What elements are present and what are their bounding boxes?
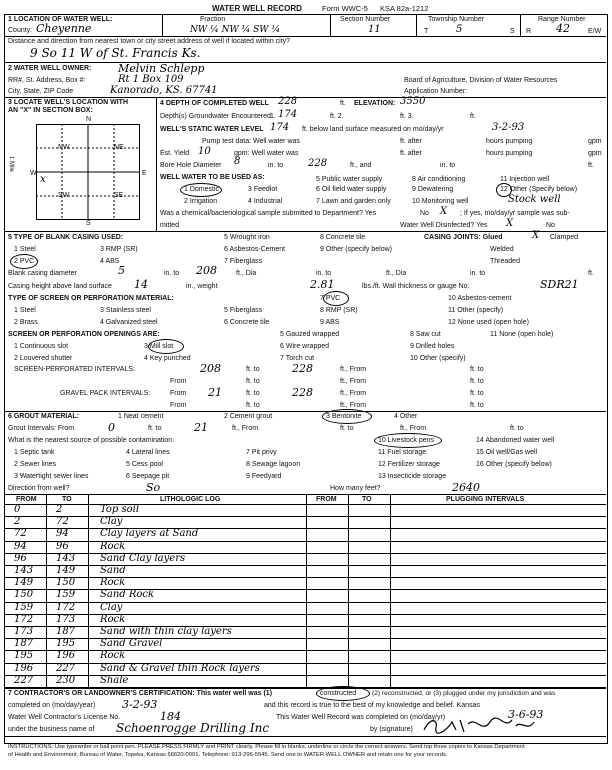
section-grid [36,124,140,220]
intervals-label: SCREEN-PERFORATED INTERVALS: [14,366,135,373]
many-label: How many feet? [330,485,381,492]
casing-steel: 1 Steel [14,246,36,253]
log-desc: Sand [100,565,126,576]
bore-ft: ft. [588,162,594,169]
src-watertight: 3 Watertight sewer lines [14,473,89,480]
yield-label: Est. Yield [160,150,190,157]
depth-label: 4 DEPTH OF COMPLETED WELL [160,100,269,107]
log-row-line [4,614,606,615]
grout-cement: 2 Cement grout [224,413,273,420]
township-s: S [510,28,515,35]
casing-fiberglass: 7 Fiberglass [224,258,263,265]
city-label: City, State, ZIP Code [8,88,74,95]
use-injection: 11 Injection well [500,176,550,183]
use-other: 12 Other (Specify below) [500,186,578,193]
log-to: 173 [56,613,76,625]
bore-to: 228 [308,158,328,169]
log-from: 173 [14,626,34,637]
src-label: What is the nearest source of possible contamination: [8,437,175,444]
src-septic: 1 Septic tank [14,449,55,456]
src-oilgas: 15 Oil well/Gas well [476,449,538,456]
screen-rmp: 8 RMP (SR) [320,307,358,314]
dir-value: So [146,481,161,494]
src-sewer: 2 Sewer lines [14,461,57,468]
open-gauzed: 5 Gauzed wrapped [280,331,340,338]
src-lagoon: 8 Sewage lagoon [246,461,301,468]
log-row-line [4,553,606,554]
grout-ft-to: ft. to [340,425,354,432]
log-to: 196 [56,650,76,662]
ksa-number: KSA 82a-1212 [380,4,429,13]
log-h-to: TO [62,496,72,503]
range-ew: E/W [588,28,602,35]
gravel-ft-from2: ft., From [340,402,367,409]
grid-e: E [142,170,147,177]
disinf-no: No [546,222,555,229]
log-desc: Clay [100,601,123,613]
open-other: 10 Other (specify) [410,355,466,362]
log-to: 2 [56,504,63,515]
fraction-label: Fraction [200,16,226,23]
int-from-label: From [170,378,187,385]
s3-label2: AN "X" IN SECTION BOX: [8,107,93,114]
open-drilled: 9 Drilled holes [410,343,455,350]
log-to: 96 [56,540,69,552]
bus-label: under the business name of [8,726,95,733]
src-fuel: 11 Fuel storage [378,449,427,456]
static-value: 174 [270,122,290,133]
pvc-circle [10,254,38,269]
log-to: 230 [56,674,76,686]
use-label: WELL WATER TO BE USED AS: [160,174,265,181]
use-monitoring: 10 Monitoring well [412,198,469,205]
distance-label: Distance and direction from nearest town or city street address of well if located within city? [8,38,291,45]
log-row-line [4,675,606,676]
gravel-from: 21 [208,386,222,399]
int-to-label: ft. to [246,366,260,373]
grid-ne: NE [114,144,124,151]
bore-and: ft., and [350,162,372,169]
screen-abs: 9 ABS [320,319,340,326]
screen-none: 12 None used (open hole) [448,319,529,326]
threaded: Threaded [490,258,520,265]
diam-label: Blank casing diameter [8,270,77,277]
log-from: 94 [14,540,27,552]
bore-value: 8 [234,156,241,167]
grid-sw: SW [58,192,70,199]
open-torch: 7 Torch cut [280,355,315,362]
many-value: 2640 [452,481,480,494]
static-date: 3-2-93 [492,122,525,133]
src-fertilizer: 12 Fertilizer storage [378,461,440,468]
range-r: R [526,28,532,35]
comp-label: completed on (mo/day/year) [8,702,96,709]
pump-gpm: gpm [588,138,602,145]
screen-galv: 4 Galvanized steel [100,319,158,326]
appno-text: Application Number: [404,88,468,95]
use-ac: 8 Air conditioning [412,176,466,183]
township-value: 5 [456,24,463,35]
log-h-from2: FROM [316,496,337,503]
pump-hours: hours pumping [486,138,533,145]
src-privy: 7 Pit privy [246,449,277,456]
screen-label: TYPE OF SCREEN OR PERFORATION MATERIAL: [8,295,174,302]
screen-stainless: 3 Stainless steel [100,307,151,314]
lic-label: Water Well Contractor's License No. [8,714,121,721]
pump-after: ft. after [400,138,422,145]
screen-other: 11 Other (specify) [448,307,504,314]
log-row-line [4,602,606,603]
s6-label: 6 GROUT MATERIAL: [8,413,80,420]
int-ft-from: ft., From [340,366,367,373]
chem-label: Was a chemical/bacteriological sample submitted to Department? Yes [160,210,377,217]
chem-no: No [420,210,429,217]
log-row-line [4,650,606,651]
diam-rest: ft., Dia [236,270,257,277]
city-value: Kanorado, KS. 67741 [110,85,218,96]
comp-value: 3-2-93 [122,698,158,711]
log-row-line [4,589,606,590]
grid-nw: NW [58,144,70,151]
log-h-to2: TO [362,496,372,503]
log-to: 143 [56,552,76,564]
log-to: 150 [56,577,76,589]
joints-x: X [532,230,540,241]
screen-asbestos: 10 Asbestos-cement [448,295,512,302]
casing-asbestos: 6 Asbestos-Cement [224,246,286,253]
elev-value: 3550 [400,96,426,107]
diam-in-to: in. to [316,270,332,277]
lic-value: 184 [160,710,181,723]
log-to: 195 [56,638,76,650]
casing-concrete: 8 Concrete tile [320,234,366,241]
joints-label: CASING JOINTS: Glued [424,234,503,241]
log-desc: Sand & Gravel thin Rock layers [100,662,260,674]
range-value: 42 [556,22,570,35]
s2-label: 2 WATER WELL OWNER: [8,65,92,72]
county-label: County: [8,27,33,34]
log-from: 172 [14,613,34,625]
log-to: 149 [56,565,76,576]
gw1-n: 1. [270,113,276,120]
log-to: 94 [56,528,69,540]
instructions-2: of Health and Environment, Bureau of Water, Topeka, Kansas 66620-0001. Telephone: 913-296-5545. Send one to WATER WELL OWNER and retain one for your records. [8,752,448,758]
log-row-line [4,528,606,529]
diam-ft-end: ft. [588,270,594,277]
screen-fiberglass: 5 Fiberglass [224,307,263,314]
lic-rest: This Water Well Record was completed on (mo/day/yr) [276,714,446,721]
bore-in: in. to [268,162,284,169]
log-row-line [4,626,606,627]
diam-ft-dia: ft., Dia [386,270,407,277]
domestic-circle [180,183,222,197]
elev-label: ELEVATION: [354,100,396,107]
use-industrial: 4 Industrial [248,198,283,205]
clamped: Clamped [550,234,579,241]
mile-label: 1 Mile [8,156,14,173]
src-seepage: 6 Seepage pit [126,473,170,480]
static-label: WELL'S STATIC WATER LEVEL [160,126,264,133]
log-desc: Sand Clay layers [100,552,186,564]
instructions-1: INSTRUCTIONS: Use typewriter or ball point pen. PLEASE PRESS FIRMLY and PRINT clearly. Please fill in blanks, underline or circle the correct answers. Send top three copies to Kansas Department [8,744,525,750]
section-value: 11 [368,24,381,35]
open-wire: 6 Wire wrapped [280,343,330,350]
log-desc: Top soil [100,504,140,515]
open-key: 4 Key punched [144,355,191,362]
int-to-value: 228 [292,362,313,375]
grid-w: W [30,170,37,177]
cert-constructed: constructed [320,690,357,697]
use-dewatering: 9 Dewatering [412,186,454,193]
dir-label: Direction from well? [8,485,70,492]
src-feedyard: 9 Feedyard [246,473,282,480]
grout-other: 4 Other [394,413,418,420]
log-h-litho: LITHOLOGIC LOG [160,496,221,503]
township-t: T [424,28,429,35]
stock-well: Stock well [508,194,561,205]
log-row-line [4,541,606,542]
board-text: Board of Agriculture, Division of Water Resources [404,77,558,84]
open-saw: 8 Saw cut [410,331,441,338]
log-from: 0 [14,504,21,515]
log-h-plug: PLUGGING INTERVALS [446,496,525,503]
township-label: Township Number [428,16,485,23]
use-irrigation: 2 Irrigation [184,198,218,205]
bentonite-circle [322,409,372,424]
log-row-line [4,638,606,639]
diam-in-to2: in. to [470,270,486,277]
log-from: 96 [14,552,27,564]
log-from: 195 [14,650,34,662]
gw2-label: ft. 2. [330,113,344,120]
distance-value: 9 So 11 W of St. Francis Ks. [30,46,201,60]
welded: Welded [490,246,514,253]
gravel-from-label2: From [170,402,187,409]
grid-se: SE [114,192,124,199]
screen-pvc: 7 PVC [320,295,341,302]
gravel-ft-from: ft., From [340,390,367,397]
bus-value: Schoenrogge Drilling Inc [116,721,270,735]
form-number: Form WWC-5 [322,4,368,13]
mill-circle [148,339,184,354]
log-desc: Shale [100,674,129,686]
gravel-from-label: From [170,390,187,397]
gw1-value: 174 [278,109,298,120]
grout-rest: ft., From [232,425,259,432]
log-from: 150 [14,589,34,601]
yield-unit: gpm: Well water was [234,150,299,157]
grout-from: 0 [108,421,115,434]
use-feedlot: 3 Feedlot [248,186,278,193]
gravel-to: 228 [292,386,313,399]
use-public: 5 Public water supply [316,176,383,183]
owner-value: Melvin Schlepp [118,62,205,75]
log-row-line [4,663,606,664]
gravel-ft-to2: ft. to [470,402,484,409]
src-lateral: 4 Lateral lines [126,449,170,456]
log-desc: Sand Rock [100,589,155,601]
addr-label: RR#, St. Address, Box #: [8,77,86,84]
log-from: 196 [14,662,34,674]
screen-steel: 1 Steel [14,307,36,314]
log-desc: Clay layers at Sand [100,528,199,540]
grout-ft-to2: ft. to [510,425,524,432]
grid-s: S [86,220,91,227]
yield-after: ft. after [400,150,422,157]
log-desc: Clay [100,516,123,528]
signature [420,714,540,736]
s3-label: 3 LOCATE WELL'S LOCATION WITH [8,99,129,106]
mitted: mitted [160,222,180,229]
chem-sub: ; If yes, mo/day/yr sample was sub- [460,210,570,217]
log-from: 2 [14,516,21,528]
int-ft-from2: ft., From [340,378,367,385]
log-row-line [4,577,606,578]
casing-wrought: 5 Wrought iron [224,234,270,241]
lbs-label: lbs./ft. Wall thickness or gauge No. [362,283,470,290]
log-desc: Rock [100,540,126,552]
log-from: 72 [14,528,27,540]
gauge-value: SDR21 [540,278,579,291]
src-insecticide: 13 Insecticide storage [378,473,447,480]
log-from: 227 [14,674,34,686]
yield-value: 10 [198,146,211,157]
open-louvered: 2 Louvered shutter [14,355,73,362]
casing-rmp: 3 RMP (SR) [100,246,138,253]
sig-label: by (signature) [370,726,413,733]
depth-ft: ft. [340,100,346,107]
grout-bentonite: 3 Bentonite [326,413,362,420]
open-none: 11 None (open hole) [490,331,554,338]
src-other: 16 Other (specify below) [476,461,552,468]
diam-ft: 208 [196,264,217,277]
section-label: Section Number [340,16,391,23]
disinf-label: Water Well Disinfected? Yes [400,222,488,229]
src-livestock: 10 Livestock pens [378,437,435,444]
cert-rest: (2) reconstructed, or (3) plugged under my jurisdiction and was [372,690,556,697]
yield-hours: hours pumping [486,150,533,157]
grout-to: 21 [194,421,208,434]
height-value: 14 [134,278,148,291]
screen-pvc-circle [323,291,349,306]
gw-end: ft. [470,113,476,120]
gravel-ft-to: ft. to [470,390,484,397]
log-from: 143 [14,565,34,576]
log-to: 172 [56,601,76,613]
log-from: 159 [14,601,34,613]
gw3-label: ft. 3. [400,113,414,120]
src-abandoned: 14 Abandoned water well [476,437,555,444]
county-value: Cheyenne [36,22,92,35]
comp-rest: and this record is true to the best of my knowledge and belief. Kansas [264,702,480,709]
log-h-from: FROM [16,496,37,503]
addr-value: Rt 1 Box 109 [118,74,184,85]
log-to: 227 [56,662,76,674]
lic-date: 3-6-93 [508,708,544,721]
range-label: Range Number [538,16,586,23]
log-desc: Sand with thin clay layers [100,626,232,637]
diam-to: in. to [164,270,180,277]
log-row-line [4,516,606,517]
use-lawn: 7 Lawn and garden only [316,198,391,205]
gw-label: Depth(s) Groundwater Encountered [160,113,271,120]
depth-value: 228 [278,96,298,107]
s5-label: 5 TYPE OF BLANK CASING USED: [8,234,124,241]
height-rest: in., weight [186,283,218,290]
form-title: WATER WELL RECORD [212,4,302,13]
src-cess: 5 Cess pool [126,461,163,468]
grid-n: N [86,116,92,123]
grout-ft-from: ft., From [400,425,427,432]
screen-concrete: 6 Concrete tile [224,319,270,326]
log-desc: Rock [100,577,126,589]
casing-pvc: 2 PVC [14,258,35,265]
grid-x-mark: x [40,174,46,185]
weight-value: 2.81 [310,278,335,291]
log-desc: Rock [100,613,126,625]
use-oilfield: 6 Oil field water supply [316,186,387,193]
log-desc: Sand Gravel [100,638,163,650]
int-from-value: 208 [200,362,221,375]
open-mill: 3 Mill slot [144,343,174,350]
s1-label: 1 LOCATION OF WATER WELL: [8,16,113,23]
constructed-circle [316,686,370,701]
log-to: 72 [56,516,69,528]
log-from: 149 [14,577,34,589]
open-label: SCREEN OR PERFORATION OPENINGS ARE: [8,331,160,338]
open-continuous: 1 Continuous slot [14,343,69,350]
s7-label: 7 CONTRACTOR'S OR LANDOWNER'S CERTIFICATION: This water well was (1) [8,690,273,697]
yield-gpm: gpm [588,150,602,157]
gravel-label: GRAVEL PACK INTERVALS: [60,390,151,397]
diam-value: 5 [118,264,125,277]
bore-label: Bore Hole Diameter [160,162,222,169]
log-to: 159 [56,589,76,601]
log-to: 187 [56,626,76,637]
grout-neat: 1 Neat cement [118,413,164,420]
use-domestic: 1 Domestic [184,186,220,193]
log-desc: Rock [100,650,126,662]
casing-other: 9 Other (specify below) [320,246,392,253]
height-label: Casing height above land surface [8,283,112,290]
gravel-to-label2: ft. to [246,402,260,409]
int-to-label2: ft. to [246,378,260,385]
casing-abs: 4 ABS [100,258,120,265]
int-ft-to2: ft. to [470,378,484,385]
log-row-line [4,565,606,566]
grout-to-label: ft. to [148,425,162,432]
log-from: 187 [14,638,34,650]
screen-brass: 2 Brass [14,319,38,326]
fraction-value: NW ¼ NW ¼ SW ¼ [190,25,281,35]
gravel-to-label: ft. to [246,390,260,397]
pump-label: Pump test data: Well water was [202,138,300,145]
livestock-circle [374,433,442,448]
disinf-x: X [506,218,514,229]
static-rest: ft. below land surface measured on mo/day/yr [302,126,444,133]
grout-int-label: Grout Intervals: From [8,425,75,432]
chem-x: X [440,206,448,217]
int-ft-to: ft. to [470,366,484,373]
bore-in2: in. to [440,162,456,169]
